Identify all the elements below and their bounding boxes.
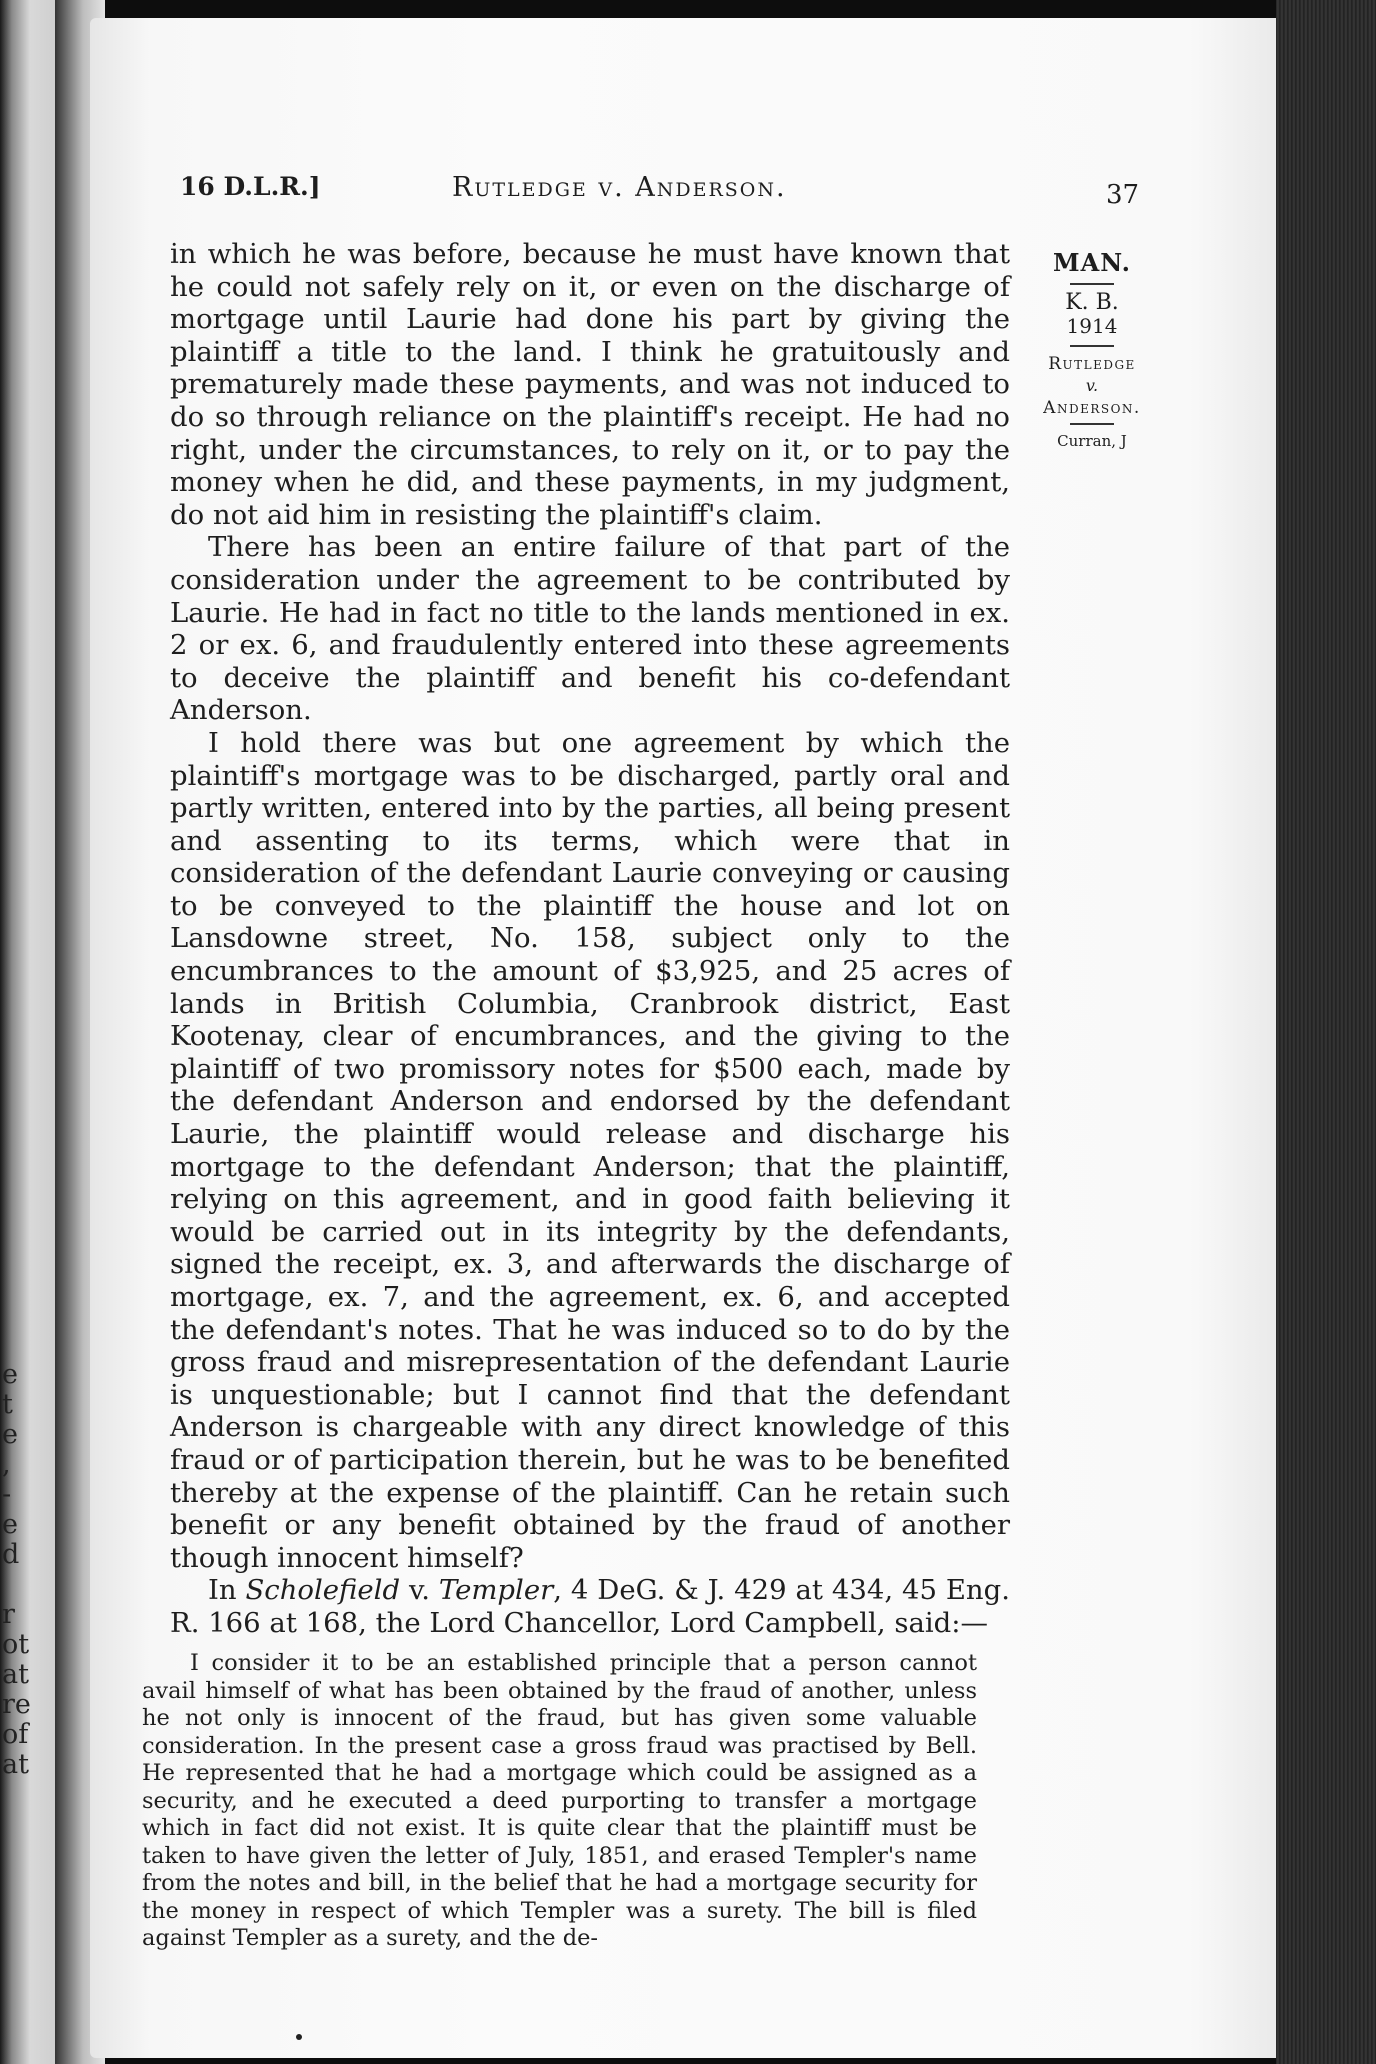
fragment-line: ot [2, 1629, 30, 1660]
margin-rule [1070, 423, 1114, 425]
citation-paragraph [170, 1574, 1010, 1639]
paragraph: There has been an entire failure of that part of the consideration under the agreement to be contributed by Laurie. He had in fact no title to the lands mentioned in ex. 2 or ex. 6, and fraudulently entered into these agreements to deceive the plaintiff and benefit his co-defendant Anderson. [170, 531, 1010, 727]
scan-speck [296, 2034, 302, 2040]
case-title: Rutledge v. Anderson. [452, 172, 787, 203]
margin-rule [1070, 283, 1114, 285]
fragment-line: e [2, 1359, 18, 1390]
case-name-second: Templer [438, 1574, 554, 1607]
fragment-line: re [2, 1689, 31, 1720]
page-stack-edge [1276, 0, 1376, 2064]
citation-versus: v. [400, 1574, 439, 1607]
party-one: Rutledge [1048, 354, 1136, 374]
fragment-line: at [2, 1659, 29, 1690]
block-quotation: I consider it to be an established principle that a person cannot avail himself of what has been obtained by the fraud of another, unless he not only is innocent of the fraud, but has given some valuable consideration. In the present case a gross fraud was practised by Bell. He represented that he had a mortgage which could be assigned as a security, and he executed a deed purporting to transfer a mortgage which in fact did not exist. It is quite clear that the plaintiff must be taken to have given the letter of July, 1851, and erased Templer's name from the notes and bill, in the belief that he had a mortgage security for the money in respect of which Templer was a surety. The bill is filed against Templer as a surety, and the de- [142, 1650, 977, 1951]
paragraph: I hold there was but one agreement by which the plaintiff's mortgage was to be discharged, partly oral and partly written, entered into by the parties, all being present and assenting to its terms, which were that in consideration of the defendant Laurie conveying or causing to be conveyed to the plaintiff the house and lot on Lansdowne street, No. 158, subject only to the encumbrances to the amount of $3,925, and 25 acres of lands in British Columbia, Cranbrook district, East Kootenay, clear of encumbrances, and the giving to the plaintiff of two promissory notes for $500 each, made by the defendant Anderson and endorsed by the defendant Laurie, the plaintiff would release and discharge his mortgage to the defendant Anderson; that the plaintiff, relying on this agreement, and in good faith believing it would be carried out in its integrity by the defendants, signed the receipt, ex. 3, and afterwards the discharge of mortgage, ex. 7, and the agreement, ex. 6, and accepted the defendant's notes. That he was induced so to do by the gross fraud and misrepresentation of the defendant Laurie is unquestionable; but I cannot find that the defendant Anderson is chargeable with any direct knowledge of this fraud or of participation therein, but he was to be benefited thereby at the expense of the plaintiff. Can he retain such benefit or any benefit obtained by the fraud of another though innocent himself? [170, 726, 1010, 1574]
volume-reference: 16 D.L.R.] [180, 172, 321, 201]
margin-note [1022, 248, 1162, 451]
jurisdiction: MAN. [1053, 248, 1131, 277]
fragment-line: d [2, 1539, 20, 1570]
fragment-line: e [2, 1509, 18, 1540]
case-name-first: Scholefield [245, 1574, 401, 1607]
judgment-text [170, 238, 1010, 1640]
year: 1914 [1066, 314, 1118, 338]
fragment-line: , [2, 1449, 11, 1480]
judge: Curran, J [1057, 432, 1127, 450]
fragment-line: e [2, 1419, 18, 1450]
court: K. B. [1065, 290, 1119, 315]
page-number: 37 [1106, 180, 1140, 210]
fragment-line: at [2, 1749, 29, 1780]
fragment-line: of [2, 1719, 29, 1750]
citation-prefix: In [208, 1574, 246, 1607]
citation-rest: , 4 DeG. & J. 429 at 434, 45 Eng. R. 166 at 168, the Lord Chancellor, Lord Campbell, said:— [170, 1574, 1010, 1639]
margin-rule [1070, 345, 1114, 347]
party-two: Anderson. [1043, 398, 1141, 418]
fragment-line [2, 1570, 42, 1600]
facing-page-text-fragments [2, 1360, 42, 1780]
fragment-line: r [2, 1599, 15, 1630]
fragment-line: t [2, 1389, 13, 1420]
paragraph: in which he was before, because he must have known that he could not safely rely on it, or even on the discharge of mortgage until Laurie had done his part by giving the plaintiff a title to the land. I think he gratuitously and prematurely made these payments, and was not induced to do so through reliance on the plaintiff's receipt. He had no right, under the circumstances, to rely on it, or to pay the money when he did, and these payments, in my judgment, do not aid him in resisting the plaintiff's claim. [170, 238, 1010, 531]
running-head [180, 168, 1180, 208]
versus: v. [1085, 376, 1099, 395]
fragment-line: - [2, 1479, 12, 1510]
